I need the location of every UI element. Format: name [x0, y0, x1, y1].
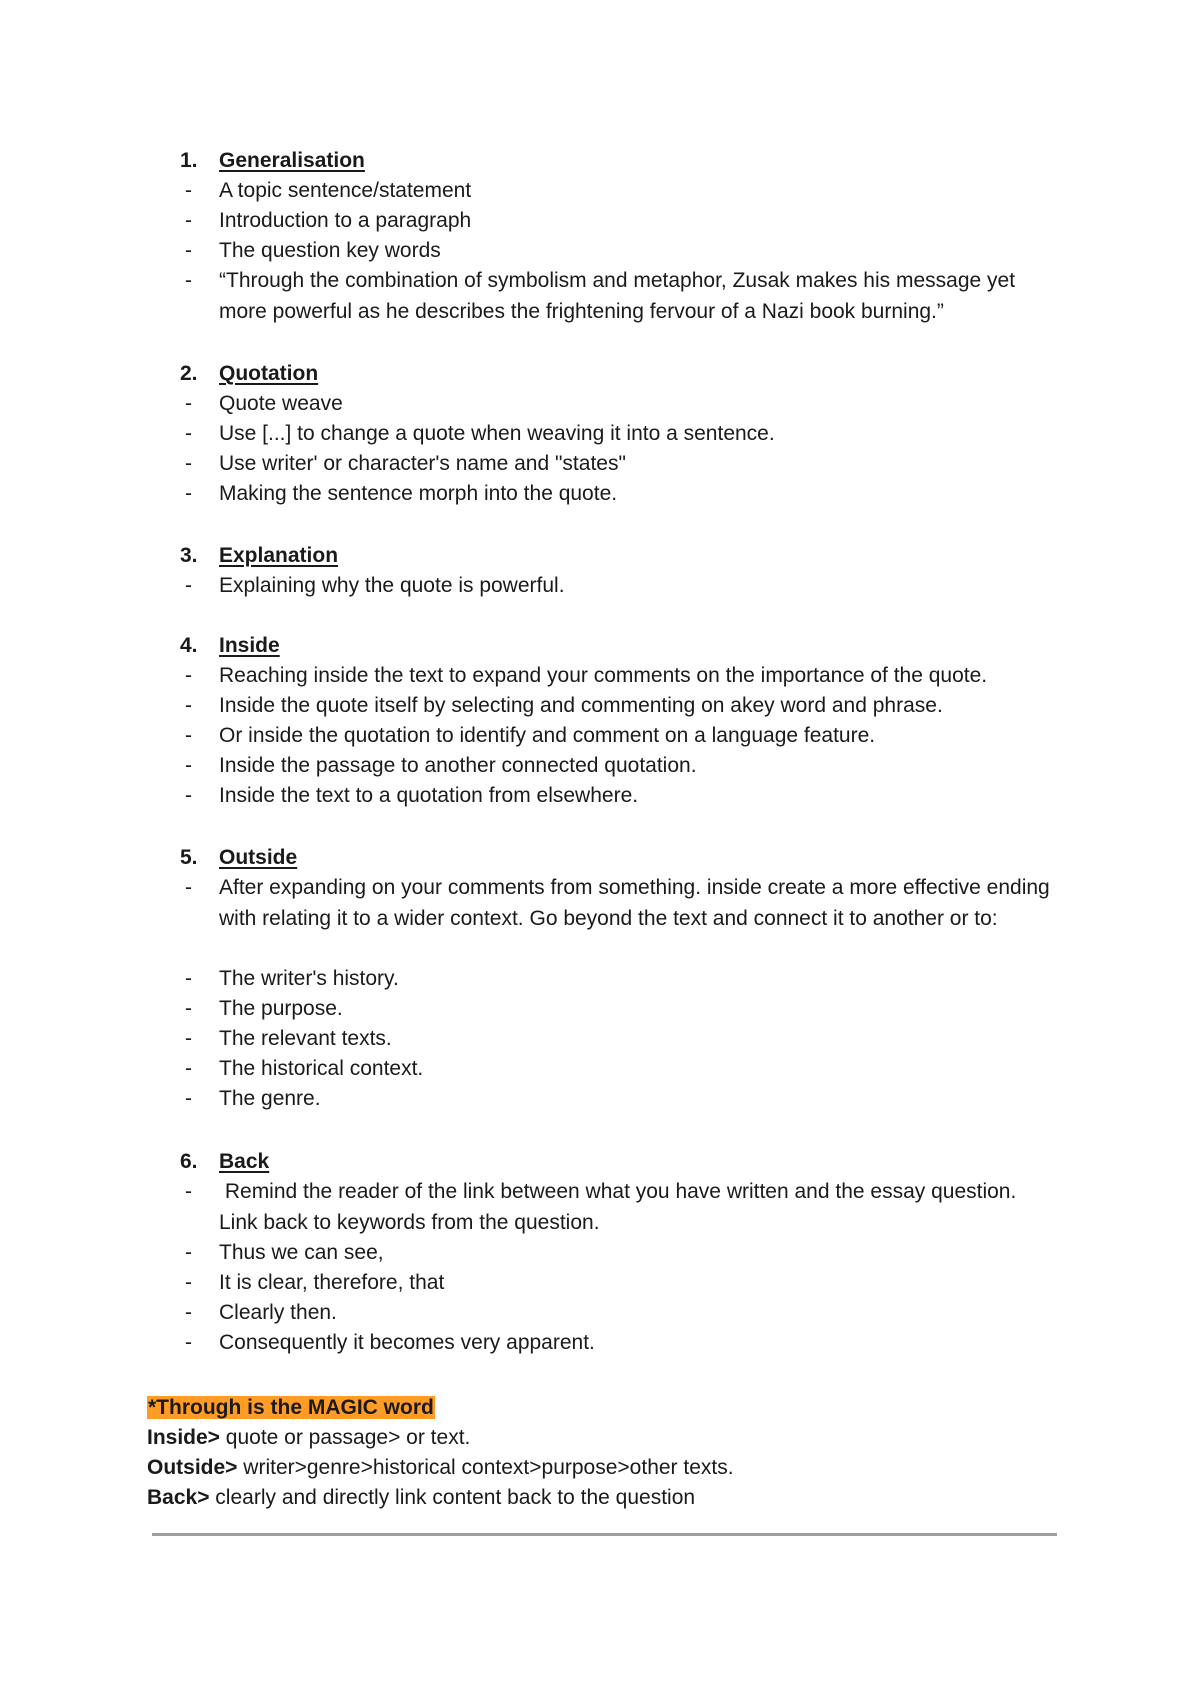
section-heading [180, 359, 318, 389]
list-item-text: The genre. [219, 1087, 321, 1110]
bullet-dash: - [185, 1180, 192, 1203]
list-item-text: Explaining why the quote is powerful. [219, 574, 565, 597]
section-heading [180, 146, 365, 176]
list-item-text: It is clear, therefore, that [219, 1271, 445, 1294]
list-item [180, 176, 1059, 207]
list-item-text: The writer's history. [219, 967, 399, 990]
section-title: Outside [219, 846, 298, 869]
bullet-dash: - [185, 1271, 192, 1294]
section-title: Quotation [219, 362, 319, 385]
summary-label: Outside> [147, 1456, 238, 1479]
bullet-dash: - [185, 574, 192, 597]
list-item [180, 449, 1059, 480]
section-title: Explanation [219, 544, 339, 567]
bullet-dash: - [185, 452, 192, 475]
bullet-dash: - [185, 239, 192, 262]
section-heading [180, 631, 280, 661]
list-item [180, 721, 1059, 752]
bullet-dash: - [185, 754, 192, 777]
list-item-text: Reaching inside the text to expand your comments on the importance of the quote. [219, 664, 988, 687]
horizontal-divider [152, 1533, 1057, 1536]
list-item [180, 419, 1059, 450]
list-item [180, 781, 1059, 812]
list-item-text: Inside the text to a quotation from elsewhere. [219, 784, 639, 807]
section-title: Generalisation [219, 149, 365, 172]
magic-word-highlight: *Through is the MAGIC word [148, 1396, 434, 1419]
section-number: 4. [180, 634, 198, 657]
list-item [180, 964, 1059, 995]
list-item-text: The question key words [219, 239, 441, 262]
section-heading [180, 1147, 269, 1177]
summary-line-back [147, 1483, 1047, 1513]
list-item [180, 994, 1059, 1025]
section-title: Back [219, 1150, 270, 1173]
list-item-text: “Through the combination of symbolism and metaphor, Zusak makes his message yet more powerful as he describes the frightening fervour of a Nazi book burning.” [219, 269, 1016, 323]
bullet-dash: - [185, 876, 192, 899]
list-item-text: Introduction to a paragraph [219, 209, 472, 232]
list-item [180, 236, 1059, 267]
summary-label: Inside> [147, 1426, 220, 1449]
bullet-dash: - [185, 392, 192, 415]
bullet-dash: - [185, 1301, 192, 1324]
list-item-text: Consequently it becomes very apparent. [219, 1331, 595, 1354]
bullet-dash: - [185, 724, 192, 747]
list-item-text: Remind the reader of the link between what you have written and the essay question. Link back to keywords from the question. [219, 1180, 1023, 1234]
list-item-text: Thus we can see, [219, 1241, 384, 1264]
list-item [180, 661, 1059, 692]
summary-magic-line [147, 1393, 1047, 1423]
bullet-dash: - [185, 482, 192, 505]
section-number: 3. [180, 544, 198, 567]
summary-block [147, 1393, 1047, 1513]
bullet-dash: - [185, 1027, 192, 1050]
list-item-text: After expanding on your comments from something. inside create a more effective ending with relating it to a wider context. Go beyond the text and connect it to another or to: [219, 876, 1050, 930]
list-item-text: Quote weave [219, 392, 343, 415]
section-heading [180, 541, 338, 571]
list-item-text: Inside the passage to another connected quotation. [219, 754, 697, 777]
list-item-text: The historical context. [219, 1057, 424, 1080]
list-item-text: Or inside the quotation to identify and comment on a language feature. [219, 724, 876, 747]
bullet-dash: - [185, 1241, 192, 1264]
bullet-dash: - [185, 422, 192, 445]
bullet-dash: - [185, 997, 192, 1020]
list-item [180, 1328, 1059, 1359]
bullet-dash: - [185, 1331, 192, 1354]
list-item [180, 1024, 1059, 1055]
list-item [180, 1298, 1059, 1329]
list-item-text: Use [...] to change a quote when weaving it into a sentence. [219, 422, 775, 445]
bullet-dash: - [185, 1087, 192, 1110]
summary-text: clearly and directly link content back to the question [209, 1486, 696, 1509]
bullet-dash: - [185, 179, 192, 202]
summary-text: quote or passage> or text. [219, 1426, 471, 1449]
section-number: 2. [180, 362, 198, 385]
bullet-dash: - [185, 664, 192, 687]
bullet-dash: - [185, 694, 192, 717]
list-item-text: Use writer' or character's name and "states" [219, 452, 626, 475]
bullet-dash: - [185, 269, 192, 292]
list-item [180, 1268, 1059, 1299]
summary-line-outside [147, 1453, 1047, 1483]
section-number: 1. [180, 149, 198, 172]
summary-line-inside [147, 1423, 1047, 1453]
list-item [180, 389, 1059, 420]
list-item [180, 751, 1059, 782]
section-number: 5. [180, 846, 198, 869]
section-title: Inside [219, 634, 280, 657]
summary-text: writer>genre>historical context>purpose>other texts. [237, 1456, 734, 1479]
list-item-text: Clearly then. [219, 1301, 337, 1324]
list-item [180, 1238, 1059, 1269]
list-item-text: The purpose. [219, 997, 343, 1020]
list-item [180, 571, 1059, 602]
list-item-text: Making the sentence morph into the quote. [219, 482, 618, 505]
list-item [180, 206, 1059, 237]
section-heading [180, 843, 297, 873]
list-item [180, 1177, 1059, 1238]
bullet-dash: - [185, 967, 192, 990]
list-item-text: Inside the quote itself by selecting and commenting on akey word and phrase. [219, 694, 943, 717]
list-item [180, 1054, 1059, 1085]
list-item [180, 873, 1059, 934]
bullet-dash: - [185, 209, 192, 232]
summary-label: Back> [147, 1486, 210, 1509]
list-item-text: The relevant texts. [219, 1027, 392, 1050]
bullet-dash: - [185, 784, 192, 807]
bullet-dash: - [185, 1057, 192, 1080]
list-item-text: A topic sentence/statement [219, 179, 472, 202]
section-number: 6. [180, 1150, 198, 1173]
list-item [180, 1084, 1059, 1115]
list-item [180, 479, 1059, 510]
list-item [180, 691, 1059, 722]
list-item [180, 266, 1059, 327]
